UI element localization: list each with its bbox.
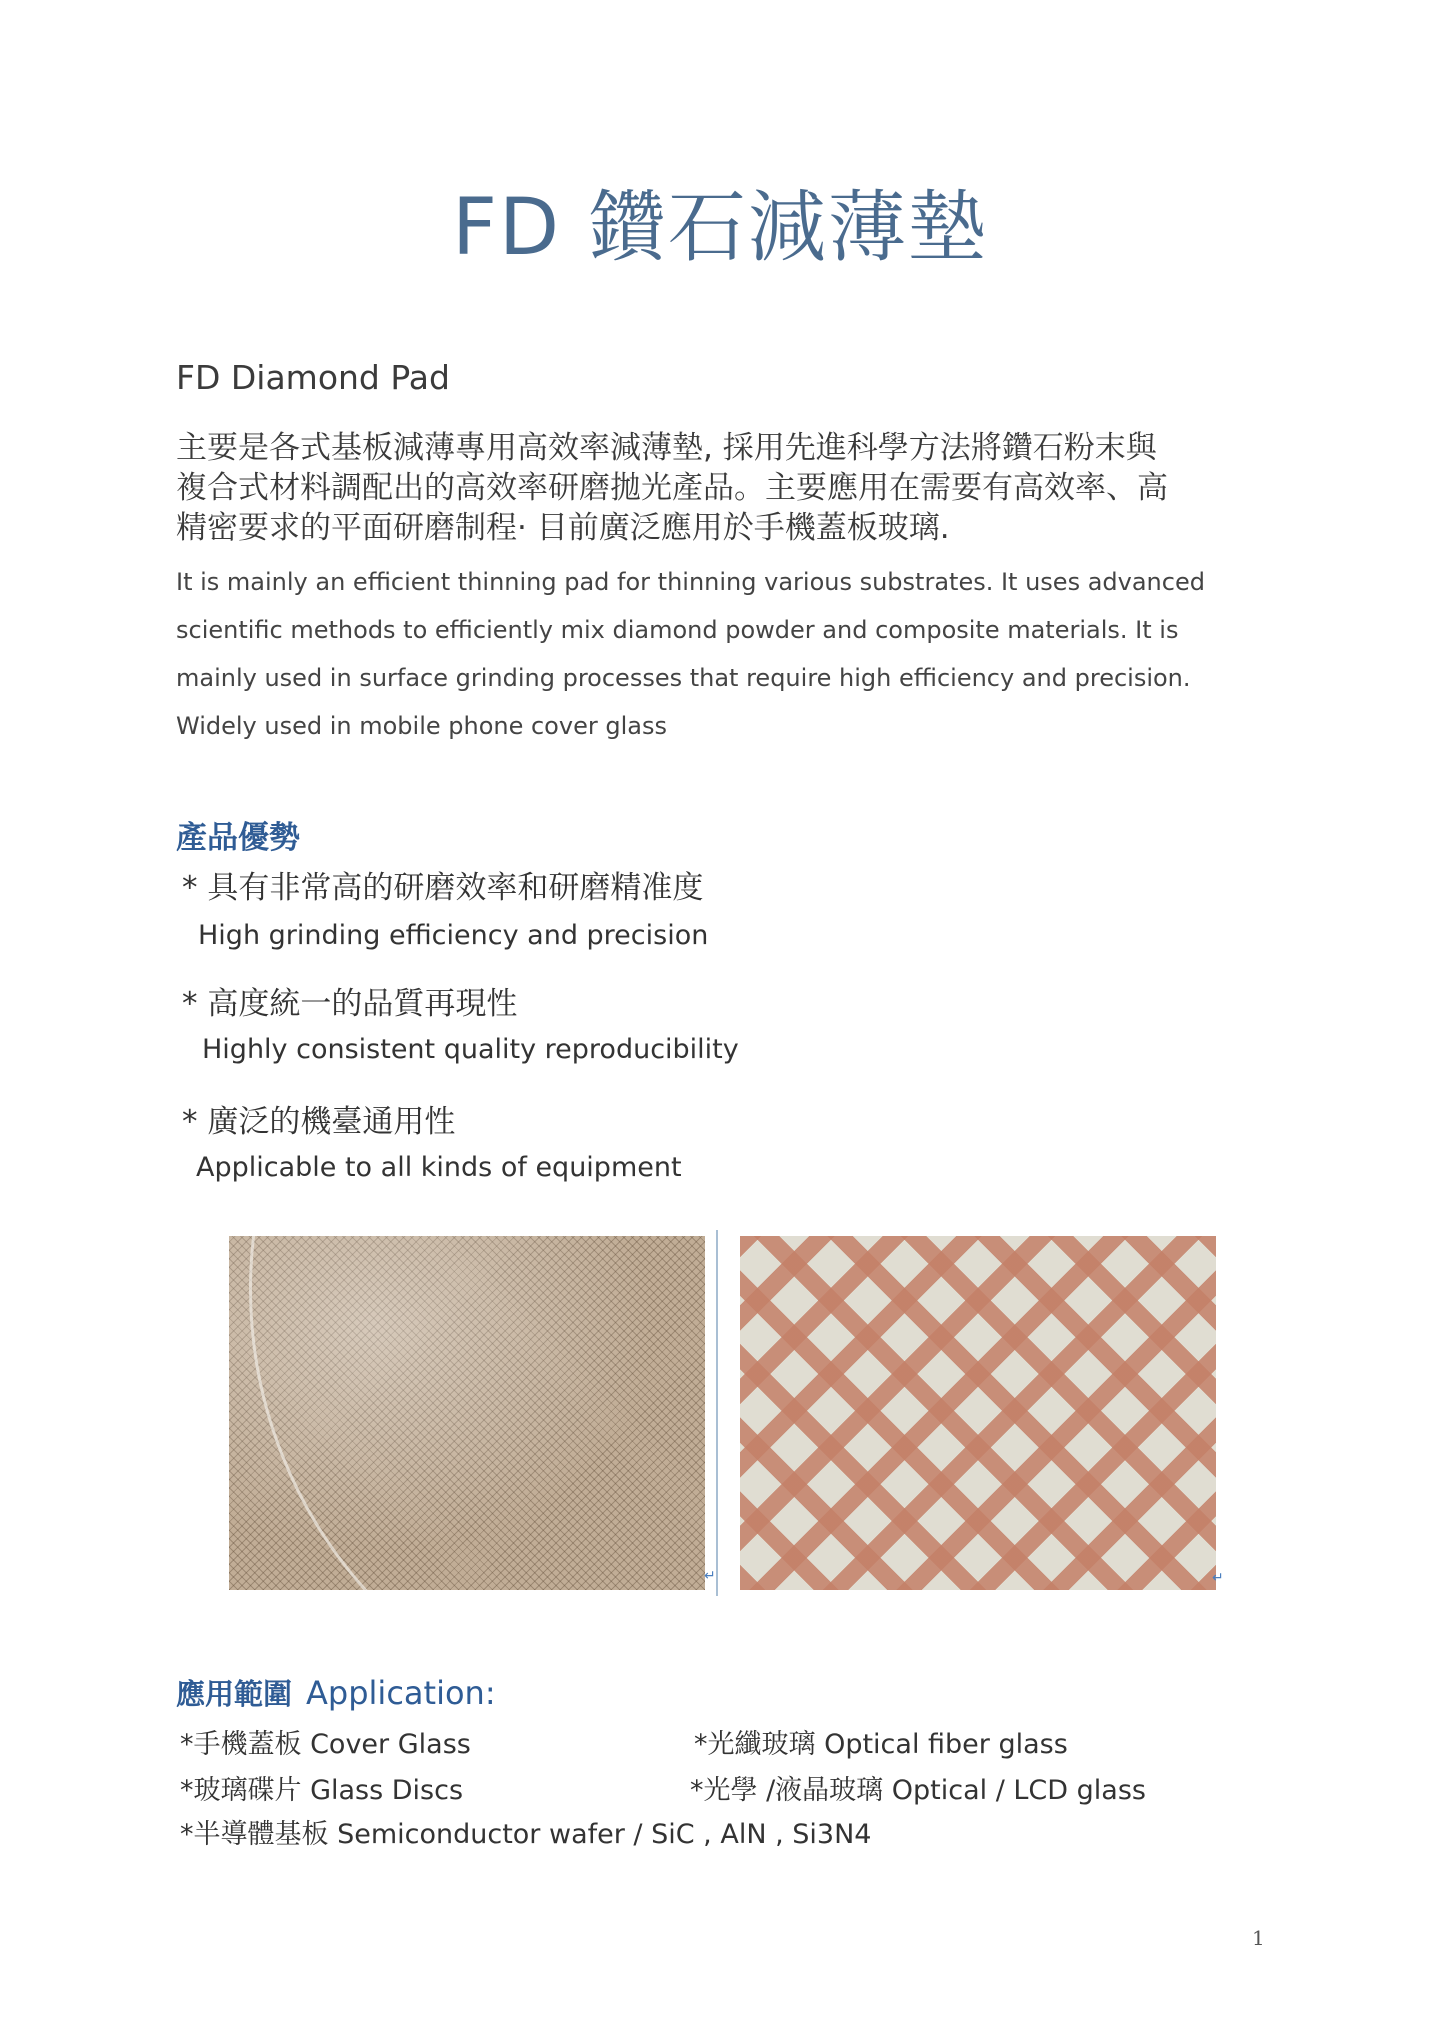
page-title: FD 鑽石減薄墊: [452, 183, 988, 273]
advantage-item-zh: * 廣泛的機臺通用性: [182, 1104, 456, 1140]
advantages-heading: 產品優勢: [176, 820, 300, 856]
application-item: *半導體基板 Semiconductor wafer / SiC , AlN , Si3N4: [180, 1819, 872, 1850]
intro-zh-line: 主要是各式基板減薄專用高效率減薄墊, 採用先進科學方法將鑽石粉末與: [176, 430, 1157, 466]
diamond-pad-photo-left: [229, 1236, 705, 1590]
pad-edge-arc: [249, 1236, 705, 1590]
intro-en-line: mainly used in surface grinding processes that require high efficiency and precision.: [176, 664, 1191, 692]
application-item: *光學 /液晶玻璃 Optical / LCD glass: [690, 1775, 1146, 1806]
application-heading-en: Application:: [306, 1674, 496, 1712]
advantage-item-zh: * 具有非常高的研磨效率和研磨精准度: [182, 870, 704, 906]
page-number: 1: [1252, 1926, 1265, 1950]
intro-english: [176, 558, 1286, 750]
application-item: *玻璃碟片 Glass Discs: [180, 1775, 464, 1806]
intro-zh-line: 精密要求的平面研磨制程· 目前廣泛應用於手機蓋板玻璃.: [176, 510, 950, 546]
return-mark-icon: ↵: [1212, 1570, 1224, 1586]
diamond-pad-photo-right: [740, 1236, 1216, 1590]
application-heading-zh: 應用範圍: [176, 1677, 293, 1711]
advantage-item-en: Applicable to all kinds of equipment: [196, 1152, 682, 1183]
intro-chinese: [176, 428, 1286, 548]
advantage-item-en: High grinding efficiency and precision: [198, 920, 709, 951]
intro-en-line: It is mainly an efficient thinning pad for thinning various substrates. It uses advanced: [176, 568, 1205, 596]
advantage-item-en: Highly consistent quality reproducibility: [202, 1034, 739, 1065]
intro-en-line: Widely used in mobile phone cover glass: [176, 712, 667, 740]
intro-en-line: scientific methods to efficiently mix diamond powder and composite materials. It is: [176, 616, 1179, 644]
advantage-item-zh: * 高度統一的品質再現性: [182, 986, 518, 1022]
intro-zh-line: 複合式材料調配出的高效率研磨拋光產品。主要應用在需要有高效率、高: [176, 470, 1168, 506]
return-mark-icon: ↵: [704, 1568, 716, 1584]
application-item: *手機蓋板 Cover Glass: [180, 1729, 471, 1760]
application-heading: [176, 1672, 496, 1713]
application-item: *光纖玻璃 Optical fiber glass: [694, 1729, 1068, 1760]
product-subtitle: FD Diamond Pad: [176, 358, 450, 397]
image-divider: [716, 1230, 718, 1596]
